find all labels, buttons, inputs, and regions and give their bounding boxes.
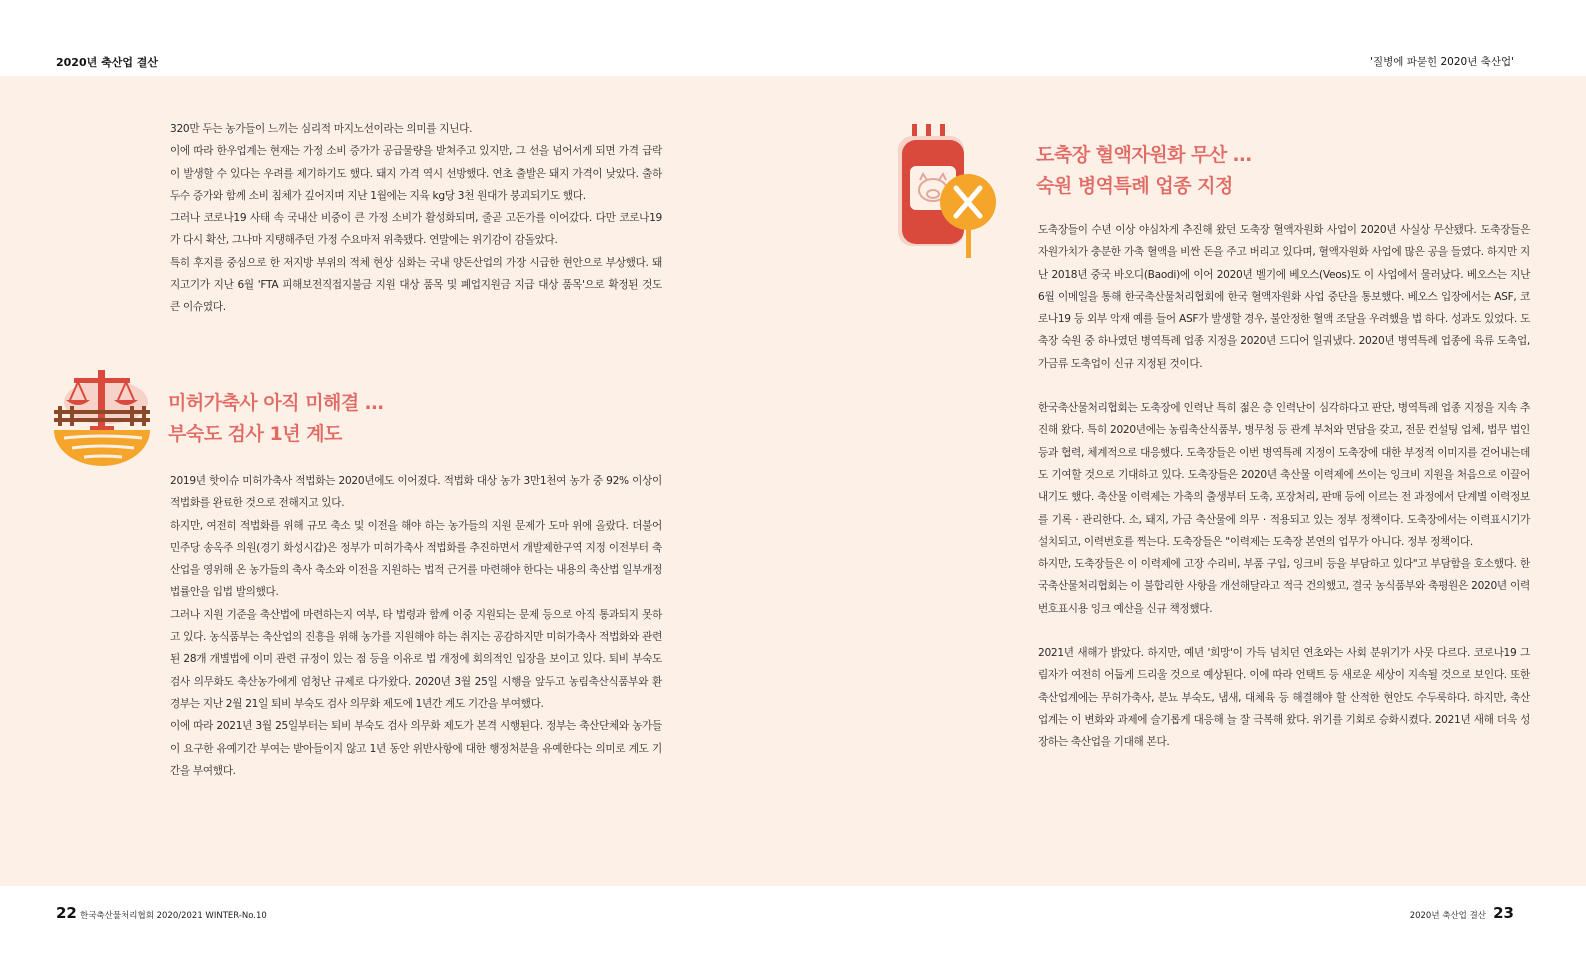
paragraph: 2021년 새해가 밝았다. 하지만, 예년 '희망'이 가득 넘치던 연초와는 사회 분위기가 사뭇 다르다. 코로나19 그림자가 여전히 어둡게 드리울 것으로 예상된다. 이에 따라 언택트 등 새로운 세상이 지속될 것으로 보인다. 또한 축산업계에는 무허가축사, 분뇨 부숙도, 냄새, 대체육 등 해결해야 할 산적한 현안도 수두룩하다. 하지만, 축산업계는 이 변화와 과제에 슬기롭게 대응해 늘 잘 극복해 왔다. 위기를 기회로 승화시켰다. 2021년 새해 더욱 성장하는 축산업을 기대해 본다. (1038, 647, 1530, 749)
header-left-title: 2020년 축산업 결산 (56, 56, 159, 69)
balance-scale-farm-icon (50, 364, 154, 468)
article-column-right (1038, 219, 1530, 754)
paragraph: 특히 후지를 중심으로 한 저지방 부위의 적체 현상 심화는 국내 양돈산업의 가장 시급한 현안으로 부상했다. 돼지고기가 지난 6월 'FTA 피해보전직접지불금 지원 대상 품목 및 폐업지원금 지급 대상 품목'으로 확정된 것도 큰 이슈였다. (170, 256, 662, 314)
paragraph: 하지만, 여전히 적법화를 위해 규모 축소 및 이전을 해야 하는 농가들의 지원 문제가 도마 위에 올랐다. 더불어민주당 송옥주 의원(경기 화성시갑)은 정부가 미허가축사 적법화를 추진하면서 개발제한구역 지정 이전부터 축산업을 영위해 온 농가들의 축사 축소와 이전을 지원하는 법적 근거를 마련해야 한다는 내용의 축산법 일부개정 법률안을 입법 발의했다. (170, 519, 662, 599)
paragraph: 그러나 코로나19 사태 속 국내산 비중이 큰 가정 소비가 활성화되며, 줄곧 고돈가를 이어갔다. 다만 코로나19가 다시 확산, 그나마 지탱해주던 가정 수요마저 위축됐다. 연말에는 위기감이 감돌았다. (170, 212, 662, 247)
blood-bag-pig-x-icon (898, 122, 1006, 260)
paragraph: 하지만, 도축장들은 이 이력제에 고장 수리비, 부품 구입, 잉크비 등을 부담하고 있다"고 부담함을 호소했다. 한국축산물처리협회는 이 불합리한 사항을 개선해달라고 적극 건의했고, 결국 농식품부와 축평원은 2020년 이력 번호표시용 잉크 예산을 신규 책정했다. (1038, 558, 1530, 615)
footer-publication: 한국축산물처리협회 2020/2021 WINTER-No.10 (80, 911, 267, 921)
paragraph: 이에 따라 2021년 3월 25일부터는 퇴비 부숙도 검사 의무화 제도가 본격 시행된다. 정부는 축산단체와 농가들이 요구한 유예기간 부여는 받아들이지 않고 1년 동안 위반사항에 대한 행정처분을 유예한다는 의미로 계도 기간을 부여했다. (170, 720, 662, 777)
page-footer (0, 886, 1586, 970)
heading-line: 숙원 병역특례 업종 지정 (1036, 175, 1233, 197)
paragraph: 320만 두는 농가들이 느끼는 심리적 마지노선이라는 의미를 지닌다. (170, 123, 473, 135)
heading-line: 미허가축사 아직 미해결 … (168, 392, 384, 414)
paragraph: 도축장들이 수년 이상 야심차게 추진해 왔던 도축장 혈액자원화 사업이 2020년 사실상 무산됐다. 도축장들은 자원가치가 충분한 가축 혈액을 비싼 돈을 주고 버리고 있다며, 혈액자원화 사업에 많은 공을 들였다. 하지만 지난 2018년 중국 바오디(Baodi)에 이어 2020년 벨기에 베오스(Veos)도 이 사업에서 물러났다. 베오스는 지난 6월 이메일을 통해 한국축산물처리협회에 한국 혈액자원화 사업 중단을 통보했다. 베오스 입장에서는 ASF, 코로나19 등 외부 악재 예를 들어 ASF가 발생할 경우, 불안정한 혈액 조달을 우려했을 법 하다. 성과도 있었다. 도축장 숙원 중 하나였던 병역특례 업종 지정을 2020년 드디어 일궈냈다. 2020년 병역특례 업종에 육류 도축업, 가금류 도축업이 신규 지정된 것이다. (1038, 224, 1530, 370)
section-heading-unlicensed-barns (168, 388, 383, 450)
paragraph: 2019년 핫이슈 미허가축사 적법화는 2020년에도 이어졌다. 적법화 대상 농가 3만1천여 농가 중 92% 이상이 적법화를 완료한 것으로 전해지고 있다. (170, 475, 662, 510)
section-heading-blood-recycling (1036, 140, 1251, 202)
heading-line: 부숙도 검사 1년 계도 (168, 423, 342, 445)
paragraph: 한국축산물처리협회는 도축장에 인력난 특히 젊은 층 인력난이 심각하다고 판단, 병역특례 업종 지정을 지속 추진해 왔다. 특히 2020년에는 농림축산식품부, 병무청 등 관계 부처와 면담을 갖고, 전문 컨설팅 업체, 법무 법인 등과 협력, 체계적으로 대응했다. 도축장들은 이번 병역특례 지정이 도축장에 대한 부정적 이미지를 걷어내는데도 기여할 것으로 기대하고 있다. 도축장들은 2020년 축산물 이력제에 쓰이는 잉크비 지원을 처음으로 이끌어내기도 했다. 축산물 이력제는 가축의 출생부터 도축, 포장처리, 판매 등에 이르는 전 과정에서 단계별 이력정보를 기록 · 관리한다. 소, 돼지, 가금 축산물에 의무 · 적용되고 있는 정부 정책이다. 도축장에서는 이력표시기가 설치되고, 이력번호를 찍는다. 도축장들은 "이력제는 도축장 본연의 업무가 아니다. 정부 정책이다. (1038, 402, 1530, 548)
article-column-left-bottom (170, 470, 662, 782)
article-column-left-top (170, 118, 662, 319)
page-number-left: 22 (56, 904, 77, 922)
page-number-right: 23 (1493, 904, 1514, 922)
paragraph: 그러나 지원 기준을 축산법에 마련하는지 여부, 타 법령과 함께 이중 지원되는 문제 등으로 아직 통과되지 못하고 있다. 농식품부는 축산업의 진흥을 위해 농가를 지원해야 하는 취지는 공감하지만 미허가축사 적법화와 관련된 28개 개별법에 이미 관련 규정이 있는 점 등을 이유로 법 개정에 회의적인 입장을 보이고 있다. 퇴비 부숙도 검사 의무화도 축산농가에게 엄청난 규제로 다가왔다. 2020년 3월 25일 시행을 앞두고 농림축산식품부와 환경부는 지난 2월 21일 퇴비 부숙도 검사 의무화 제도에 1년간 계도 기간을 부여했다. (170, 608, 662, 710)
heading-line: 도축장 혈액자원화 무산 … (1036, 144, 1252, 166)
paragraph: 이에 따라 한우업계는 현재는 가정 소비 증가가 공급물량을 받쳐주고 있지만, 그 선을 넘어서게 되면 가격 급락이 발생할 수 있다는 우려를 제기하기도 했다. 돼지 가격 역시 선방했다. 연초 출발은 돼지 가격이 낮았다. 출하두수 증가와 함께 소비 침체가 깊어지며 지난 1월에는 지육 kg당 3천 원대가 붕괴되기도 했다. (170, 145, 662, 202)
page-header (0, 0, 1586, 76)
footer-section-title: 2020년 축산업 결산 (1409, 911, 1486, 921)
header-right-title: '질병에 파묻힌 2020년 축산업' (1370, 56, 1514, 68)
